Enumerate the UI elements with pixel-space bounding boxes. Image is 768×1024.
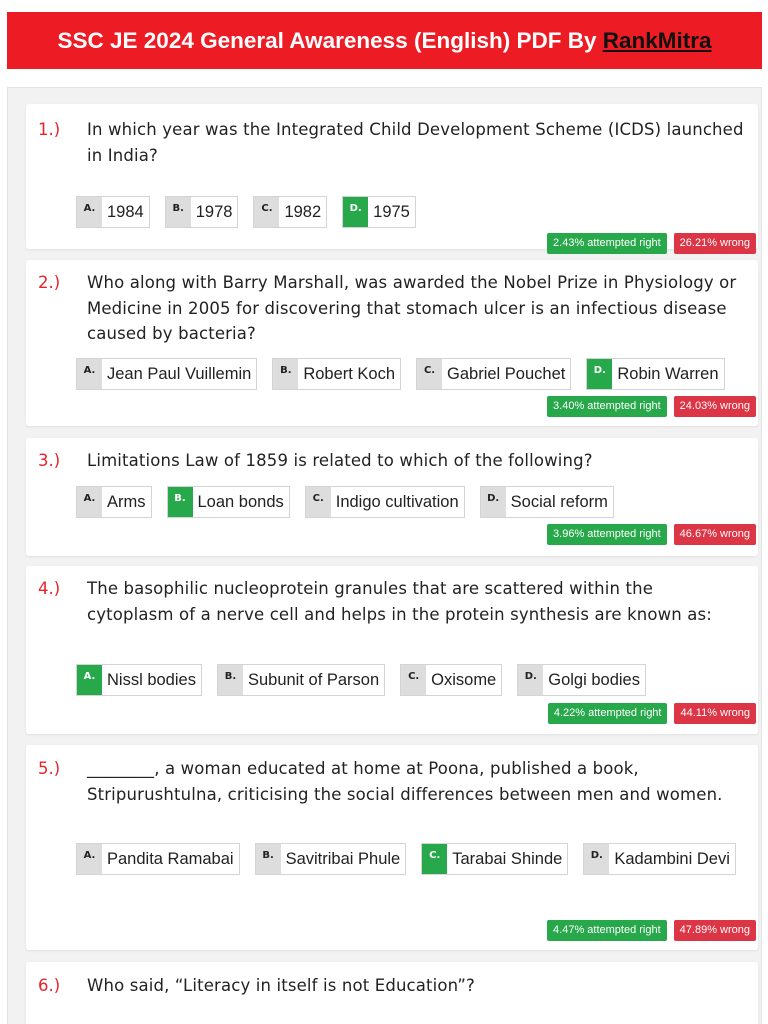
- option-c[interactable]: [305, 486, 465, 518]
- option-c-correct[interactable]: [421, 843, 568, 875]
- question-text: ________, a woman educated at home at Poona, published a book, Stripurushtulna, criticising the social differences between men and women.: [87, 759, 723, 804]
- question-number: 5.): [38, 759, 61, 778]
- option-c[interactable]: [253, 196, 327, 228]
- option-d[interactable]: [583, 843, 736, 875]
- option-letter: A.: [77, 665, 102, 695]
- option-text: 1975: [373, 203, 410, 221]
- option-text: Savitribai Phule: [285, 850, 401, 868]
- right-percent-badge: 4.47% attempted right: [547, 920, 667, 941]
- option-text: Pandita Ramabai: [107, 850, 234, 868]
- option-a[interactable]: [76, 843, 240, 875]
- option-letter: A.: [77, 197, 102, 227]
- option-letter: D.: [481, 487, 506, 517]
- right-percent-badge: 3.96% attempted right: [547, 524, 667, 545]
- question-number: 3.): [38, 451, 61, 470]
- option-c[interactable]: [400, 664, 502, 696]
- options-list: [76, 358, 748, 390]
- option-text: Kadambini Devi: [614, 850, 730, 868]
- wrong-percent-badge: 26.21% wrong: [674, 233, 756, 254]
- question-text: In which year was the Integrated Child Development Scheme (ICDS) launched in India?: [87, 120, 744, 165]
- answer-stats: [547, 233, 756, 254]
- right-percent-badge: 4.22% attempted right: [548, 703, 668, 724]
- question-card: [26, 962, 758, 1024]
- option-a[interactable]: [76, 196, 150, 228]
- wrong-percent-badge: 46.67% wrong: [674, 524, 756, 545]
- option-letter: D.: [584, 844, 609, 874]
- option-letter: C.: [254, 197, 279, 227]
- option-letter: B.: [168, 487, 193, 517]
- question-number: 6.): [38, 976, 61, 995]
- option-letter: C.: [401, 665, 426, 695]
- option-b[interactable]: [272, 358, 401, 390]
- wrong-percent-badge: 44.11% wrong: [674, 703, 756, 724]
- option-d-correct[interactable]: [342, 196, 416, 228]
- option-text: 1978: [195, 203, 233, 221]
- option-letter: B.: [218, 665, 243, 695]
- option-b[interactable]: [165, 196, 239, 228]
- option-text: Golgi bodies: [548, 671, 640, 689]
- rankmitra-link[interactable]: RankMitra: [602, 27, 712, 53]
- question-text: The basophilic nucleoprotein granules that are scattered within the cytoplasm of a nerve cell and helps in the protein synthesis are known as:: [87, 579, 712, 624]
- options-list: [76, 486, 748, 518]
- header-title: [58, 28, 712, 54]
- question-card: [26, 260, 758, 426]
- option-letter: A.: [77, 487, 102, 517]
- answer-stats: [547, 524, 756, 545]
- option-a-correct[interactable]: [76, 664, 202, 696]
- question-number: 1.): [38, 120, 61, 139]
- right-percent-badge: 2.43% attempted right: [547, 233, 667, 254]
- option-text: Jean Paul Vuillemin: [107, 365, 252, 383]
- options-list: [76, 664, 748, 696]
- option-letter: C.: [422, 844, 447, 874]
- option-letter: B.: [256, 844, 281, 874]
- option-text: Robert Koch: [303, 365, 396, 383]
- answer-stats: [547, 396, 756, 417]
- option-text: Subunit of Parson: [247, 671, 380, 689]
- option-letter: B.: [166, 197, 191, 227]
- header-banner: [7, 12, 762, 69]
- question-card: [26, 104, 758, 249]
- option-text: 1982: [284, 203, 322, 221]
- answer-stats: [548, 703, 756, 724]
- question-card: [26, 566, 758, 734]
- option-text: Nissl bodies: [107, 671, 196, 689]
- option-c[interactable]: [416, 358, 571, 390]
- header-title-text: SSC JE 2024 General Awareness (English) PDF By: [57, 27, 603, 53]
- wrong-percent-badge: 24.03% wrong: [674, 396, 756, 417]
- option-d[interactable]: [480, 486, 614, 518]
- option-b[interactable]: [217, 664, 385, 696]
- option-letter: B.: [273, 359, 298, 389]
- right-percent-badge: 3.40% attempted right: [547, 396, 667, 417]
- questions-panel: [7, 87, 762, 1024]
- answer-stats: [547, 920, 756, 941]
- option-text: Social reform: [510, 493, 608, 511]
- option-text: 1984: [107, 203, 144, 221]
- option-d[interactable]: [517, 664, 646, 696]
- option-letter: D.: [518, 665, 543, 695]
- option-text: Robin Warren: [617, 365, 719, 383]
- question-text: Who along with Barry Marshall, was awarded the Nobel Prize in Physiology or Medicine in 2005 for discovering that stomach ulcer is an infectious disease caused by bacteria?: [87, 273, 737, 343]
- option-text: Oxisome: [431, 671, 497, 689]
- option-letter: D.: [587, 359, 612, 389]
- options-list: [76, 196, 748, 228]
- question-text: Who said, “Literacy in itself is not Education”?: [87, 976, 475, 995]
- option-text: Arms: [107, 493, 146, 511]
- option-a[interactable]: [76, 486, 152, 518]
- option-letter: C.: [306, 487, 331, 517]
- option-letter: D.: [343, 197, 368, 227]
- option-text: Tarabai Shinde: [452, 850, 563, 868]
- question-card: [26, 745, 758, 950]
- question-text: Limitations Law of 1859 is related to which of the following?: [87, 451, 593, 470]
- options-list: [76, 843, 748, 875]
- option-b[interactable]: [255, 843, 407, 875]
- option-b-correct[interactable]: [167, 486, 290, 518]
- question-number: 2.): [38, 273, 61, 292]
- option-text: Indigo cultivation: [335, 493, 459, 511]
- question-number: 4.): [38, 579, 61, 598]
- option-d-correct[interactable]: [586, 358, 724, 390]
- wrong-percent-badge: 47.89% wrong: [674, 920, 756, 941]
- option-letter: A.: [77, 359, 102, 389]
- option-text: Loan bonds: [197, 493, 284, 511]
- question-card: [26, 438, 758, 556]
- option-letter: A.: [77, 844, 102, 874]
- option-text: Gabriel Pouchet: [447, 365, 566, 383]
- option-letter: C.: [417, 359, 442, 389]
- option-a[interactable]: [76, 358, 257, 390]
